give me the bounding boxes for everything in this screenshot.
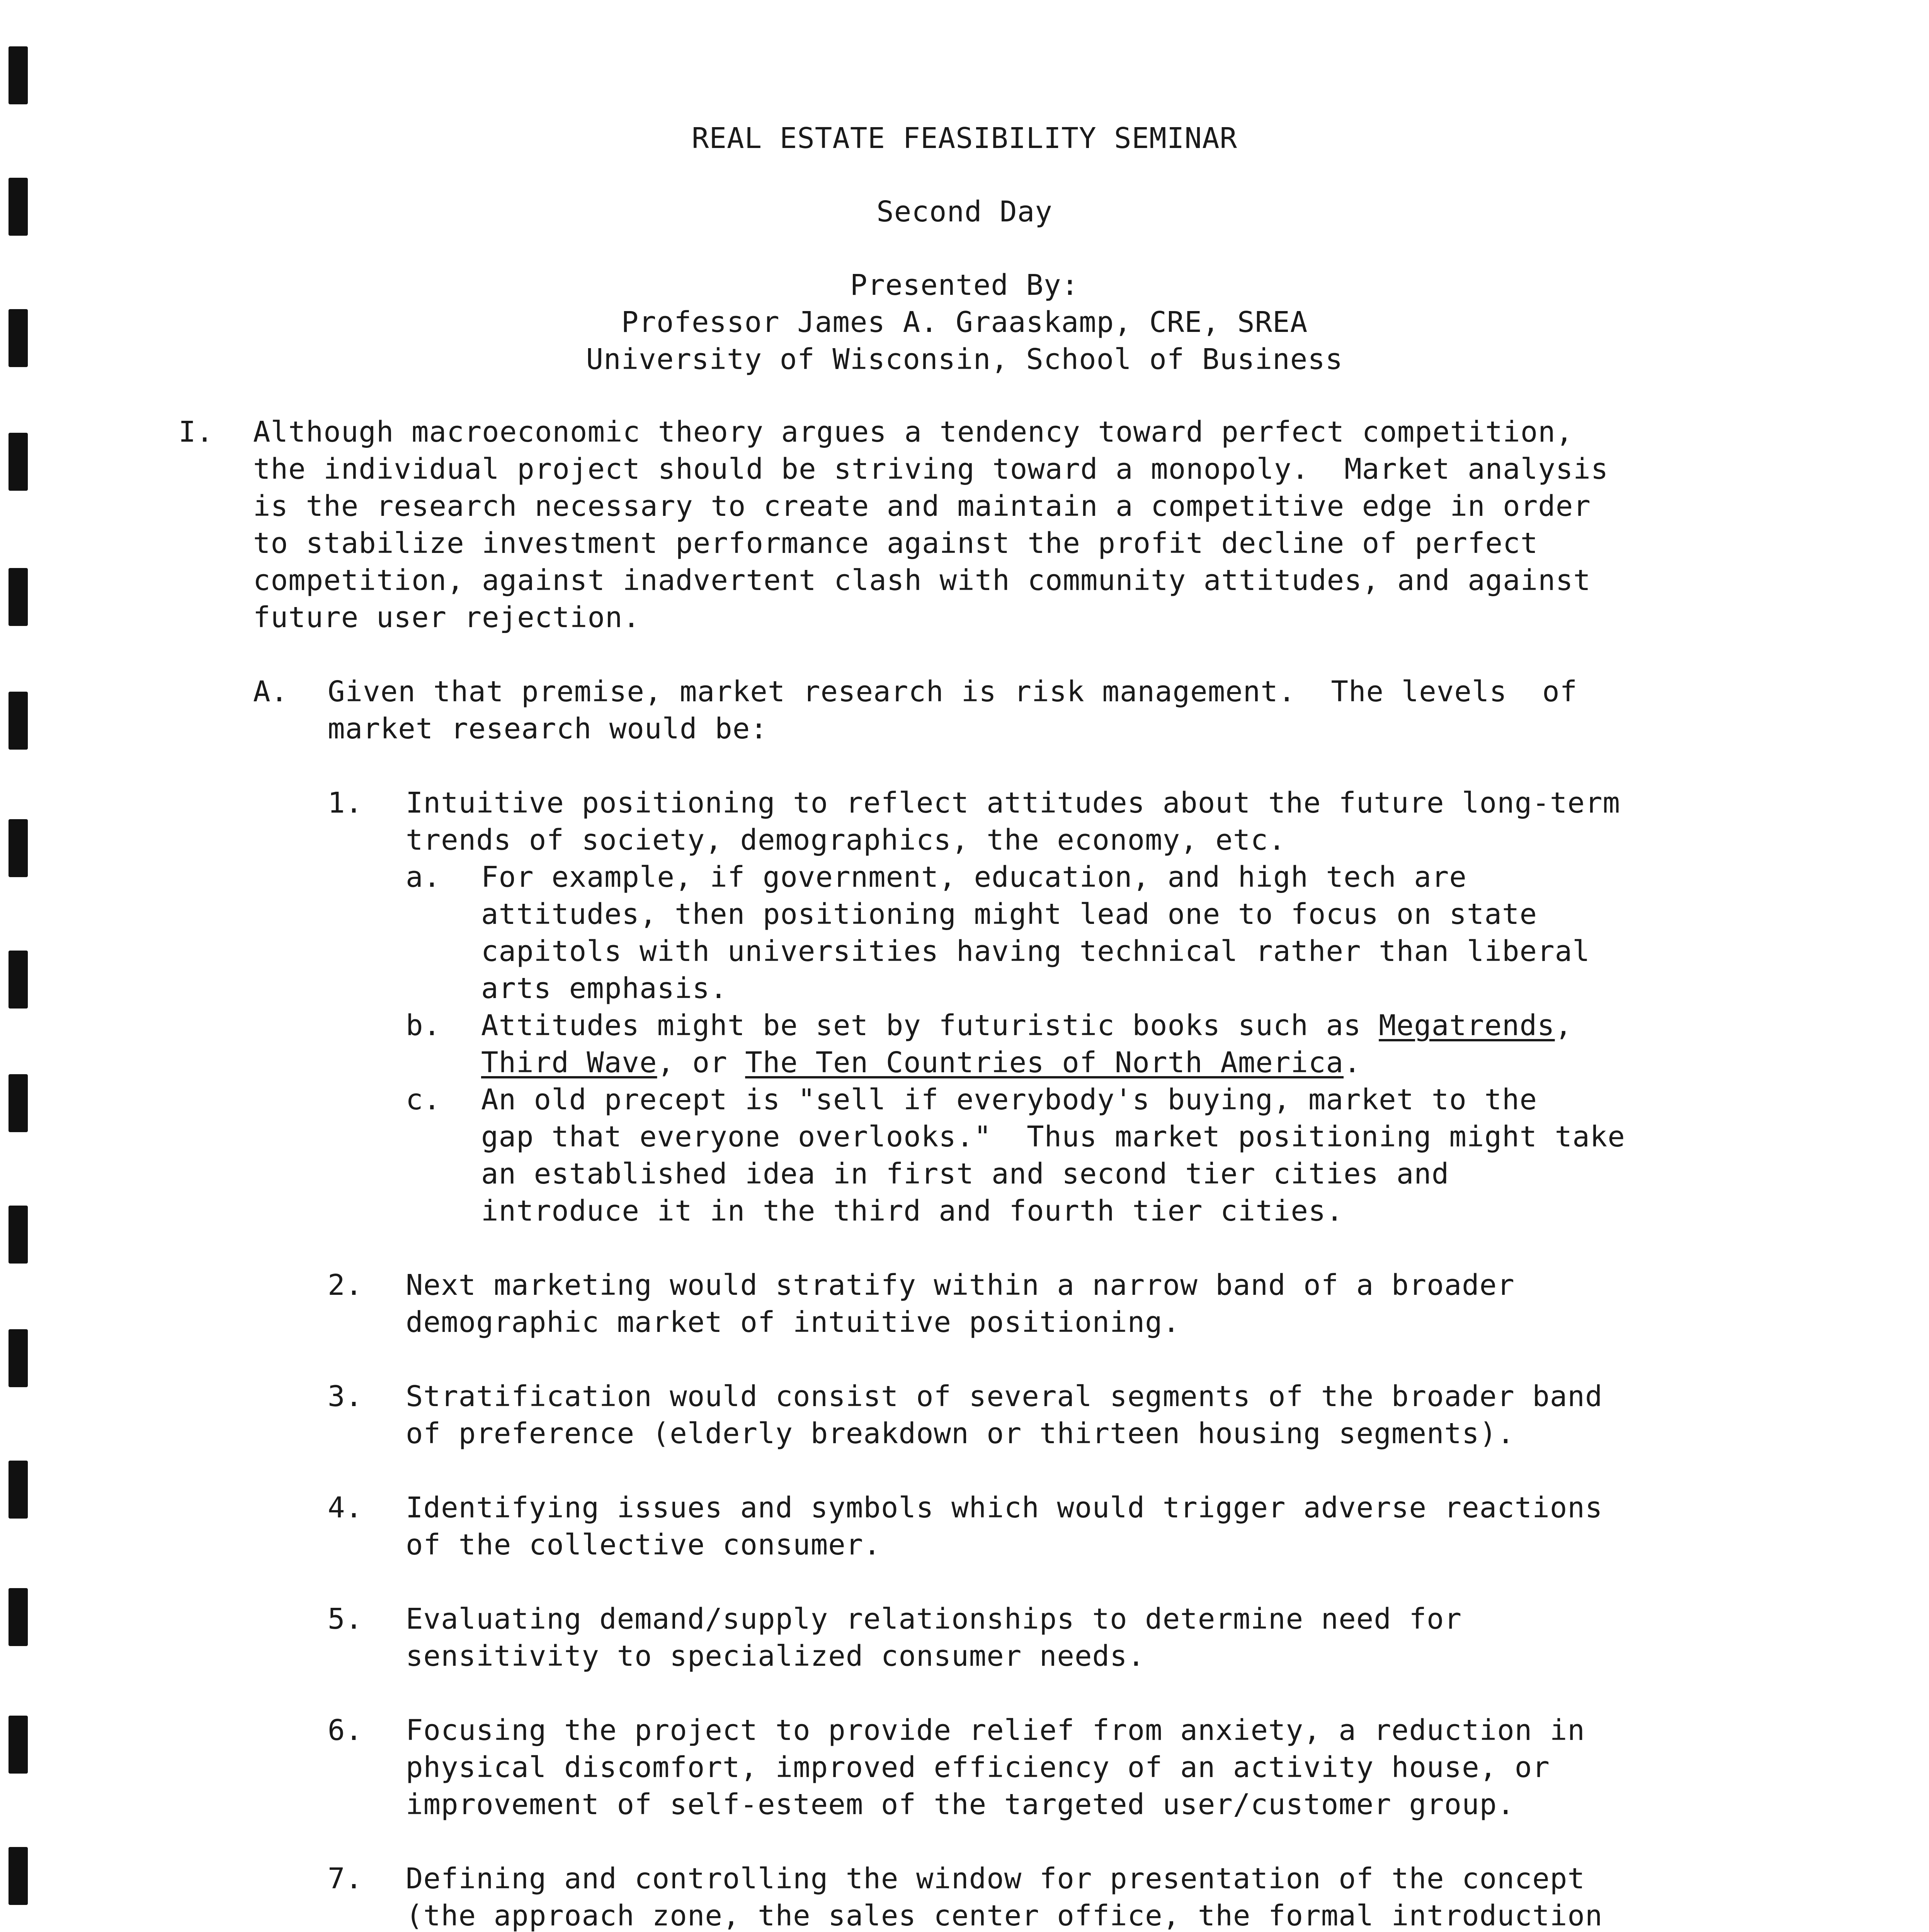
list-item-line: trends of society, demographics, the economy, etc.: [406, 823, 1286, 857]
sub-item-line: attitudes, then positioning might lead one to focus on state: [481, 898, 1538, 931]
section-line: competition, against inadvertent clash with community attitudes, and against: [253, 564, 1591, 597]
presented-by-label: Presented By:: [850, 269, 1079, 302]
binding-mark: [9, 692, 28, 750]
list-item-line: Focusing the project to provide relief from anxiety, a reduction in: [406, 1714, 1585, 1747]
list-item-number: 3.: [328, 1380, 363, 1413]
sub-item-line: an established idea in first and second tier cities and: [481, 1157, 1449, 1190]
list-item-number: 7.: [328, 1862, 363, 1895]
list-item-line: Identifying issues and symbols which would trigger adverse reactions: [406, 1491, 1603, 1524]
document-subtitle: Second Day: [876, 195, 1053, 228]
book-title: Third Wave: [481, 1046, 657, 1079]
binding-mark: [9, 1206, 28, 1264]
list-item-line: of the collective consumer.: [406, 1528, 881, 1561]
sub-item-text: ,: [1555, 1009, 1573, 1042]
book-title: Megatrends: [1379, 1009, 1555, 1042]
section-line: future user rejection.: [253, 601, 641, 634]
sub-item-line: [481, 1007, 1572, 1044]
binding-mark: [9, 1329, 28, 1387]
sub-item-line: [481, 1044, 1361, 1081]
subsection-line: market research would be:: [328, 712, 768, 745]
list-item-line: demographic market of intuitive positioning.: [406, 1306, 1181, 1339]
sub-item-marker: c.: [406, 1083, 441, 1116]
book-title: The Ten Countries of North America: [745, 1046, 1344, 1079]
binding-mark: [9, 1588, 28, 1646]
list-item-number: 5.: [328, 1602, 363, 1636]
list-item-line: Defining and controlling the window for presentation of the concept: [406, 1862, 1585, 1895]
list-item-number: 6.: [328, 1714, 363, 1747]
sub-item-marker: b.: [406, 1009, 441, 1042]
binding-mark: [9, 46, 28, 104]
section-line: Although macroeconomic theory argues a tendency toward perfect competition,: [253, 415, 1573, 449]
presenter-affiliation: University of Wisconsin, School of Business: [586, 343, 1343, 376]
list-item-line: of preference (elderly breakdown or thirteen housing segments).: [406, 1417, 1515, 1450]
binding-mark: [9, 568, 28, 626]
section-line: the individual project should be striving toward a monopoly. Market analysis: [253, 452, 1609, 486]
binding-mark: [9, 433, 28, 491]
binding-mark: [9, 1716, 28, 1774]
sub-item-line: arts emphasis.: [481, 972, 728, 1005]
sub-item-marker: a.: [406, 861, 441, 894]
sub-item-text: Attitudes might be set by futuristic books such as: [481, 1009, 1379, 1042]
subsection-line: Given that premise, market research is risk management. The levels of: [328, 675, 1578, 708]
sub-item-text: , or: [657, 1046, 745, 1079]
list-item-line: Intuitive positioning to reflect attitudes about the future long-term: [406, 786, 1621, 820]
presenter-name: Professor James A. Graaskamp, CRE, SREA: [621, 306, 1308, 339]
list-item-number: 1.: [328, 786, 363, 820]
sub-item-line: introduce it in the third and fourth tier cities.: [481, 1194, 1344, 1228]
section-marker: I.: [179, 415, 214, 449]
binding-mark: [9, 1074, 28, 1132]
list-item-line: (the approach zone, the sales center office, the formal introduction: [406, 1899, 1603, 1932]
list-item-line: Next marketing would stratify within a narrow band of a broader: [406, 1269, 1515, 1302]
list-item-line: sensitivity to specialized consumer needs.: [406, 1639, 1145, 1673]
sub-item-text: .: [1344, 1046, 1361, 1079]
subsection-marker: A.: [253, 675, 289, 708]
section-line: is the research necessary to create and maintain a competitive edge in order: [253, 490, 1591, 523]
list-item-number: 2.: [328, 1269, 363, 1302]
list-item-line: physical discomfort, improved efficiency of an activity house, or: [406, 1751, 1550, 1784]
list-item-line: Evaluating demand/supply relationships to determine need for: [406, 1602, 1462, 1636]
sub-item-line: For example, if government, education, and high tech are: [481, 861, 1467, 894]
section-line: to stabilize investment performance against the profit decline of perfect: [253, 527, 1538, 560]
binding-mark: [9, 951, 28, 1009]
document-title: REAL ESTATE FEASIBILITY SEMINAR: [691, 122, 1238, 155]
list-item-number: 4.: [328, 1491, 363, 1524]
binding-mark: [9, 1847, 28, 1905]
binding-mark: [9, 1461, 28, 1519]
list-item-line: improvement of self-esteem of the targeted user/customer group.: [406, 1788, 1515, 1821]
sub-item-line: An old precept is "sell if everybody's buying, market to the: [481, 1083, 1538, 1116]
list-item-line: Stratification would consist of several segments of the broader band: [406, 1380, 1603, 1413]
sub-item-line: capitols with universities having technical rather than liberal: [481, 935, 1590, 968]
sub-item-line: gap that everyone overlooks." Thus market positioning might take: [481, 1120, 1625, 1153]
binding-mark: [9, 819, 28, 877]
